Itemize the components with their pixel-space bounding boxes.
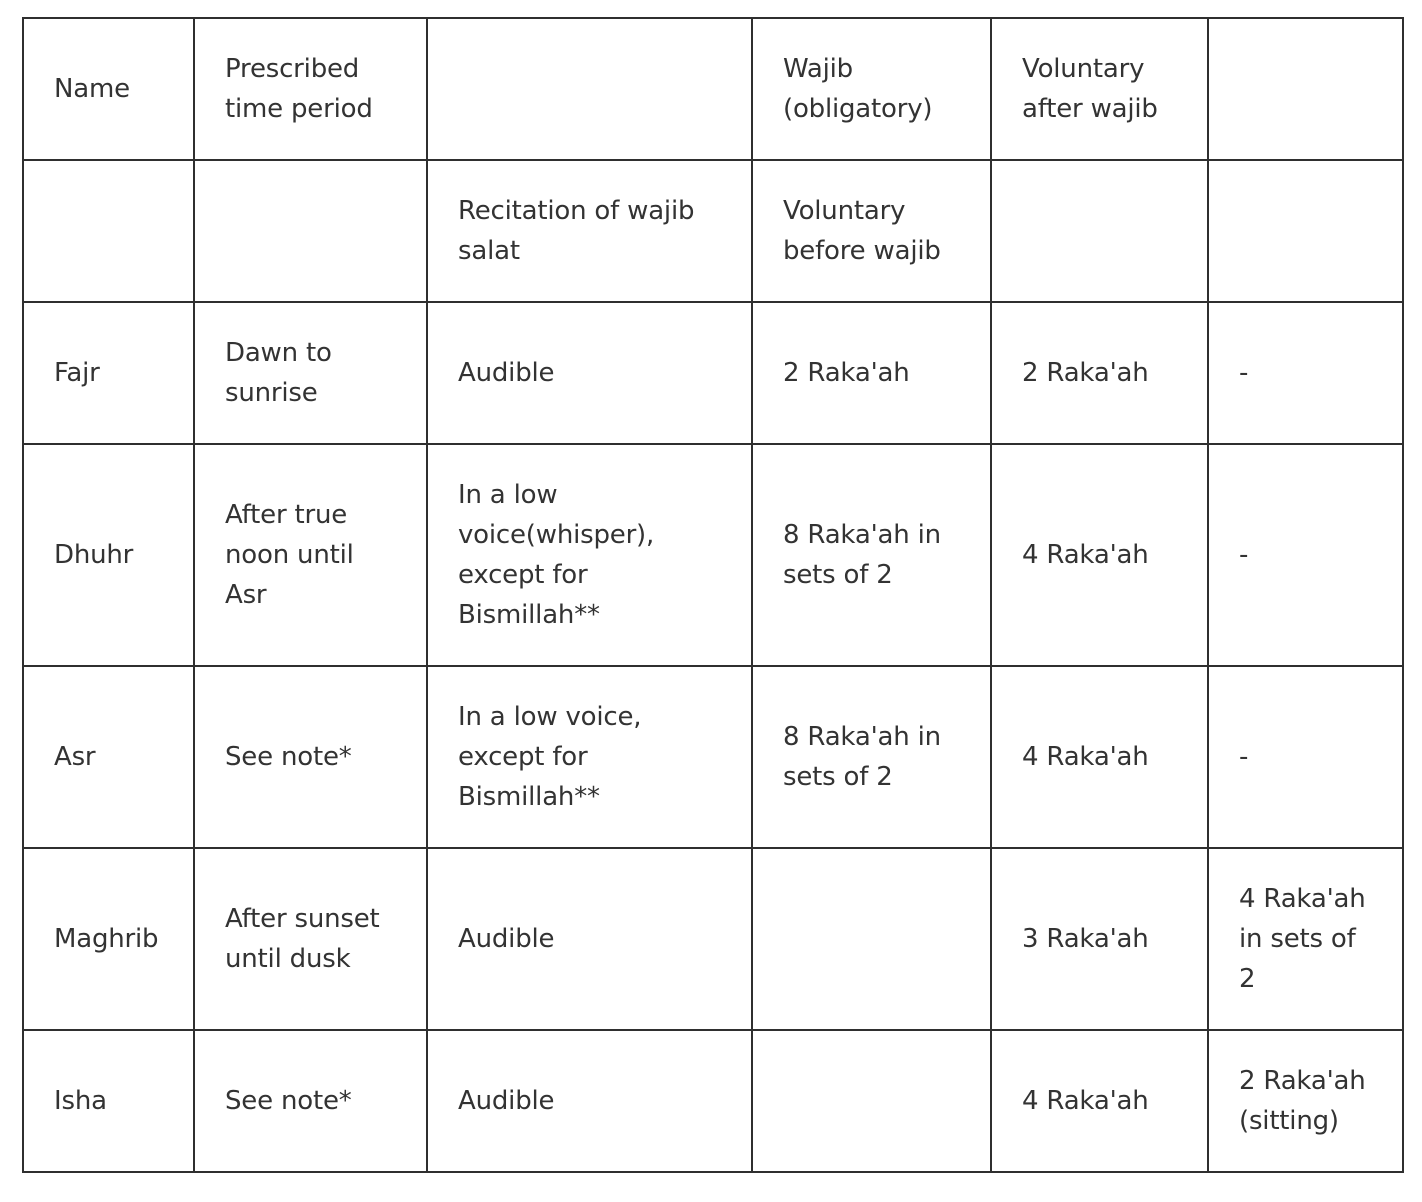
table-row-header-1 bbox=[23, 18, 1403, 160]
table-cell: Audible bbox=[427, 302, 752, 444]
table-cell: Dawn to sunrise bbox=[194, 302, 427, 444]
table-cell: Voluntary after wajib bbox=[991, 18, 1208, 160]
table-cell: - bbox=[1208, 302, 1403, 444]
prayer-times-table bbox=[22, 17, 1404, 1173]
table-cell: Isha bbox=[23, 1030, 194, 1172]
table-cell: 3 Raka'ah bbox=[991, 848, 1208, 1030]
table-row-fajr bbox=[23, 302, 1403, 444]
table-cell: After sunset until dusk bbox=[194, 848, 427, 1030]
table-row-maghrib bbox=[23, 848, 1403, 1030]
table-cell: Voluntary before wajib bbox=[752, 160, 991, 302]
table-cell: 8 Raka'ah in sets of 2 bbox=[752, 444, 991, 666]
table-row-header-2 bbox=[23, 160, 1403, 302]
table-cell bbox=[23, 160, 194, 302]
table-cell: Asr bbox=[23, 666, 194, 848]
table-cell bbox=[752, 1030, 991, 1172]
table-cell: In a low voice, except for Bismillah** bbox=[427, 666, 752, 848]
table-cell: - bbox=[1208, 666, 1403, 848]
table-cell: Audible bbox=[427, 848, 752, 1030]
table-cell: In a low voice(whisper), except for Bismillah** bbox=[427, 444, 752, 666]
table-cell: 2 Raka'ah bbox=[752, 302, 991, 444]
table-cell bbox=[991, 160, 1208, 302]
table-cell: - bbox=[1208, 444, 1403, 666]
table-cell: Wajib (obligatory) bbox=[752, 18, 991, 160]
table-cell bbox=[1208, 160, 1403, 302]
table-cell: 4 Raka'ah bbox=[991, 1030, 1208, 1172]
table-cell: See note* bbox=[194, 1030, 427, 1172]
table-cell: 2 Raka'ah bbox=[991, 302, 1208, 444]
table-cell: Recitation of wajib salat bbox=[427, 160, 752, 302]
table-cell: 2 Raka'ah (sitting) bbox=[1208, 1030, 1403, 1172]
table-cell: Name bbox=[23, 18, 194, 160]
table-cell: After true noon until Asr bbox=[194, 444, 427, 666]
table-row-isha bbox=[23, 1030, 1403, 1172]
table-cell: 4 Raka'ah in sets of 2 bbox=[1208, 848, 1403, 1030]
table-row-asr bbox=[23, 666, 1403, 848]
table-cell: See note* bbox=[194, 666, 427, 848]
table-cell: 8 Raka'ah in sets of 2 bbox=[752, 666, 991, 848]
table-cell: Prescribed time period bbox=[194, 18, 427, 160]
table-cell: Audible bbox=[427, 1030, 752, 1172]
table-cell bbox=[427, 18, 752, 160]
table-cell bbox=[752, 848, 991, 1030]
table-cell: Fajr bbox=[23, 302, 194, 444]
table-cell bbox=[1208, 18, 1403, 160]
table-cell bbox=[194, 160, 427, 302]
table-cell: Dhuhr bbox=[23, 444, 194, 666]
table-cell: 4 Raka'ah bbox=[991, 666, 1208, 848]
table-cell: Maghrib bbox=[23, 848, 194, 1030]
table-cell: 4 Raka'ah bbox=[991, 444, 1208, 666]
table-row-dhuhr bbox=[23, 444, 1403, 666]
